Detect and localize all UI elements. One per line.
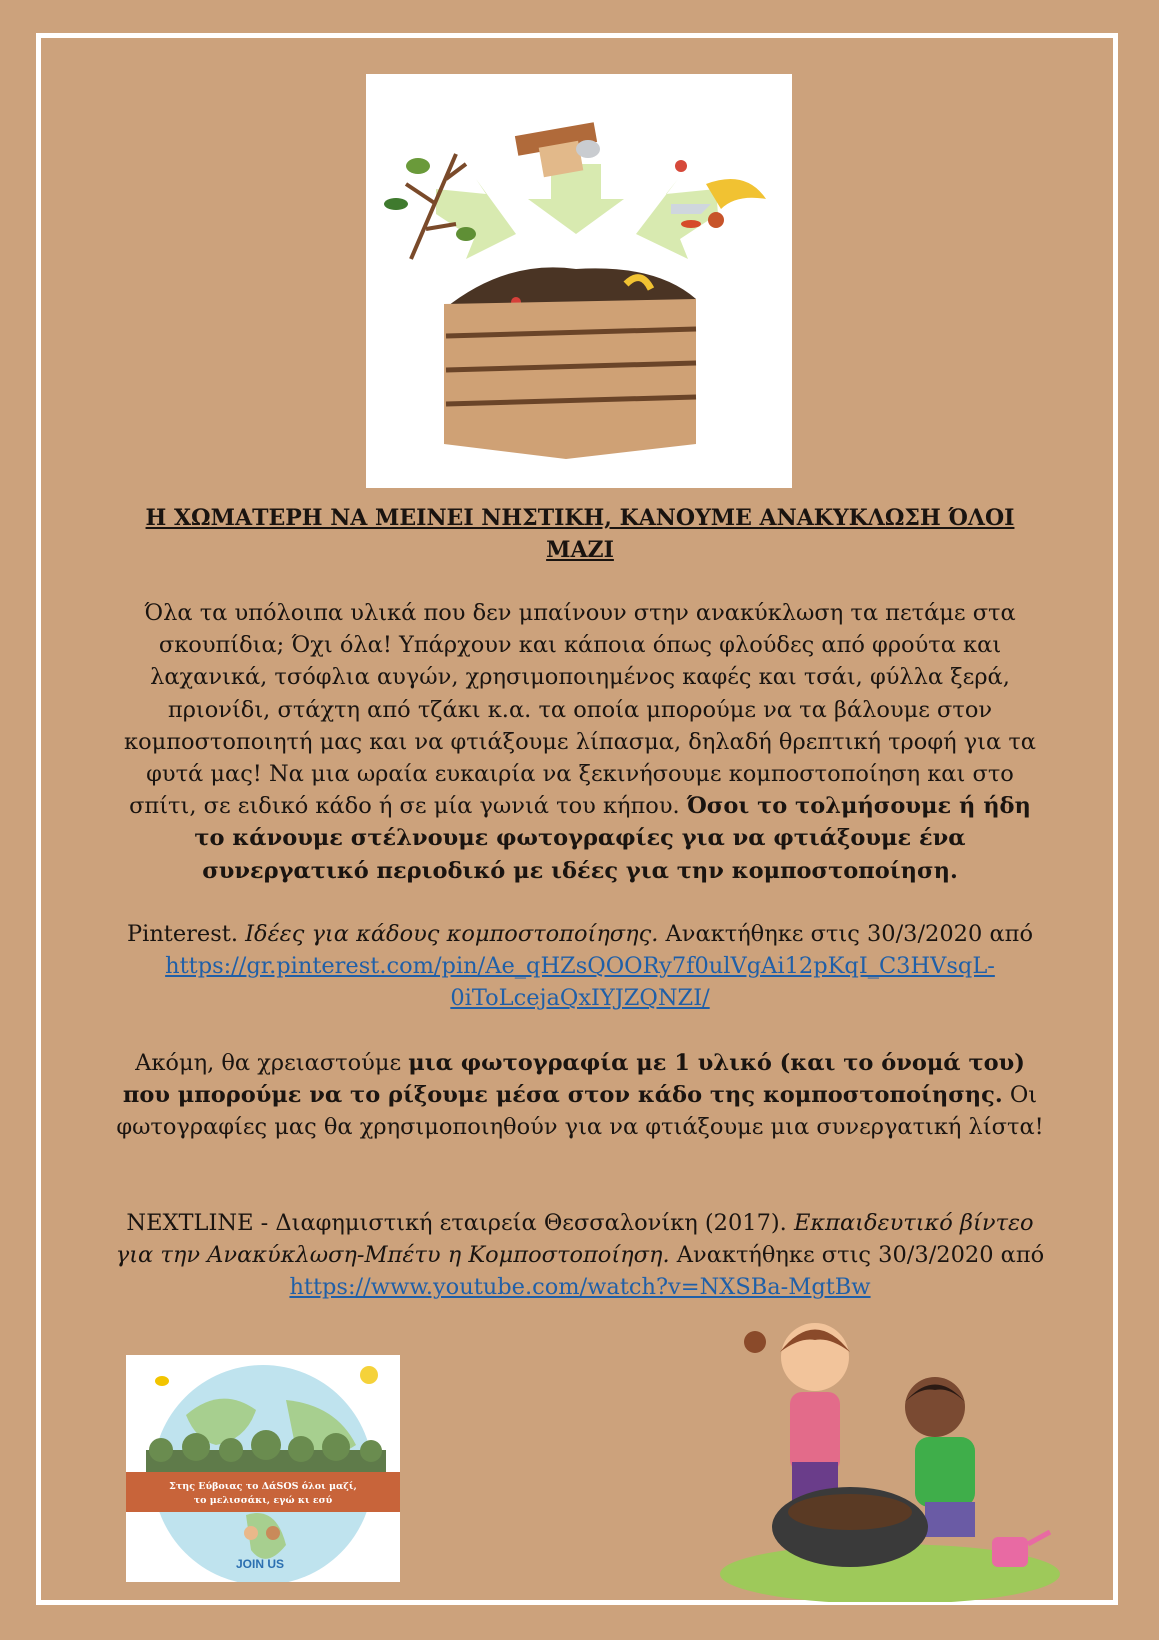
bee-icon: [155, 1376, 169, 1386]
citation-retrieved: Ανακτήθηκε στις 30/3/2020 από: [669, 1242, 1045, 1269]
arrow-left-icon: [436, 179, 516, 259]
citation-retrieved: Ανακτήθηκε στις 30/3/2020 από: [658, 921, 1033, 947]
request-tail: Οι φωτογραφίες μας θα χρησιμοποιηθούν για να φτιάξουμε μια συνεργατική λίστα!: [116, 1082, 1044, 1141]
sun-icon: [360, 1366, 378, 1384]
citation-title: Ιδέες για κάδους κομποστοποίησης.: [245, 921, 659, 947]
intro-paragraph: [112, 597, 1048, 887]
crate: [444, 299, 696, 459]
citation-pinterest: [112, 918, 1048, 1015]
leaf-icon: [406, 158, 430, 174]
banner: [126, 1472, 400, 1512]
intro-text: Όλα τα υπόλοιπα υλικά που δεν μπαίνουν στην ανακύκλωση τα πετάμε στα σκουπίδια; Όχι όλα! Υπάρχουν και κάποια όπως φλούδες από φρούτα και λαχανικά, τσόφλια αυγών, χρησιμοποιημένος καφές και τσάι, φύλλα ξερά, πριονίδι, στάχτη από τζάκι κ.α. τα οποία μπορούμε να τα βάλουμε στον κομποστοποιητή μας και να φτιάξουμε λίπασμα, δηλαδή θρεπτική τροφή για τα φυτά μας! Να μια ωραία ευκαιρία να ξεκινήσουμε κομποστοποίηση και στο σπίτι, σε ειδικό κάδο ή σε μία γωνιά του κήπου.: [124, 600, 1036, 820]
youtube-link[interactable]: https://www.youtube.com/watch?v=NXSBa-MgtBw: [289, 1274, 871, 1301]
banner-line-2: το μελισσάκι, εγώ κι εσύ: [193, 1495, 333, 1506]
photo-request-paragraph: [112, 1047, 1048, 1144]
banner-line-1: Στης Εύβοιας το ΔάSOS όλοι μαζί,: [169, 1481, 357, 1492]
join-us-globe-image: [126, 1355, 400, 1582]
child-icon: [244, 1526, 258, 1540]
citation-youtube: [112, 1207, 1048, 1304]
join-us-label: JOIN US: [235, 1557, 285, 1571]
arrow-down-icon: [528, 164, 624, 234]
children-composting-illustration: [720, 1312, 1060, 1602]
citation-title: Εκπαιδευτικό βίντεο για την Ανακύκλωση-Μπέτυ η Κομποστοποίηση.: [115, 1210, 1034, 1269]
page-title: Η ΧΩΜΑΤΕΡΗ ΝΑ ΜΕΙΝΕΙ ΝΗΣΤΙΚΗ, ΚΑΝΟΥΜΕ ΑΝΑΚΥΚΛΩΣΗ ΌΛΟΙ ΜΑΖΙ: [145, 505, 1015, 563]
citation-source: NEXTLINE - Διαφημιστική εταιρεία Θεσσαλονίκη (2017).: [126, 1210, 794, 1236]
compost-bin-illustration: [366, 74, 792, 488]
pinterest-link[interactable]: https://gr.pinterest.com/pin/Ae_qHZsQOORy7f0ulVgAi12pKqI_C3HVsqL-0iToLcejaQxIYJZQNZI/: [165, 953, 995, 1012]
child-icon: [266, 1526, 280, 1540]
request-bold: μια φωτογραφία με 1 υλικό (και το όνομά του) που μπορούμε να το ρίξουμε μέσα στον κάδο της κομποστοποίησης.: [122, 1050, 1025, 1109]
request-lead: Ακόμη, θα χρειαστούμε: [135, 1050, 409, 1076]
arrow-right-icon: [636, 179, 718, 259]
boy-shirt: [915, 1437, 975, 1507]
watering-can-icon: [992, 1537, 1028, 1567]
girl-shirt: [790, 1392, 840, 1472]
intro-call-to-action: Όσοι το τολμήσουμε ή ήδη το κάνουμε στέλνουμε φωτογραφίες για να φτιάξουμε ένα συνεργατικό περιοδικό με ιδέες για την κομποστοποίηση.: [194, 793, 1031, 884]
citation-source: Pinterest.: [126, 921, 246, 947]
